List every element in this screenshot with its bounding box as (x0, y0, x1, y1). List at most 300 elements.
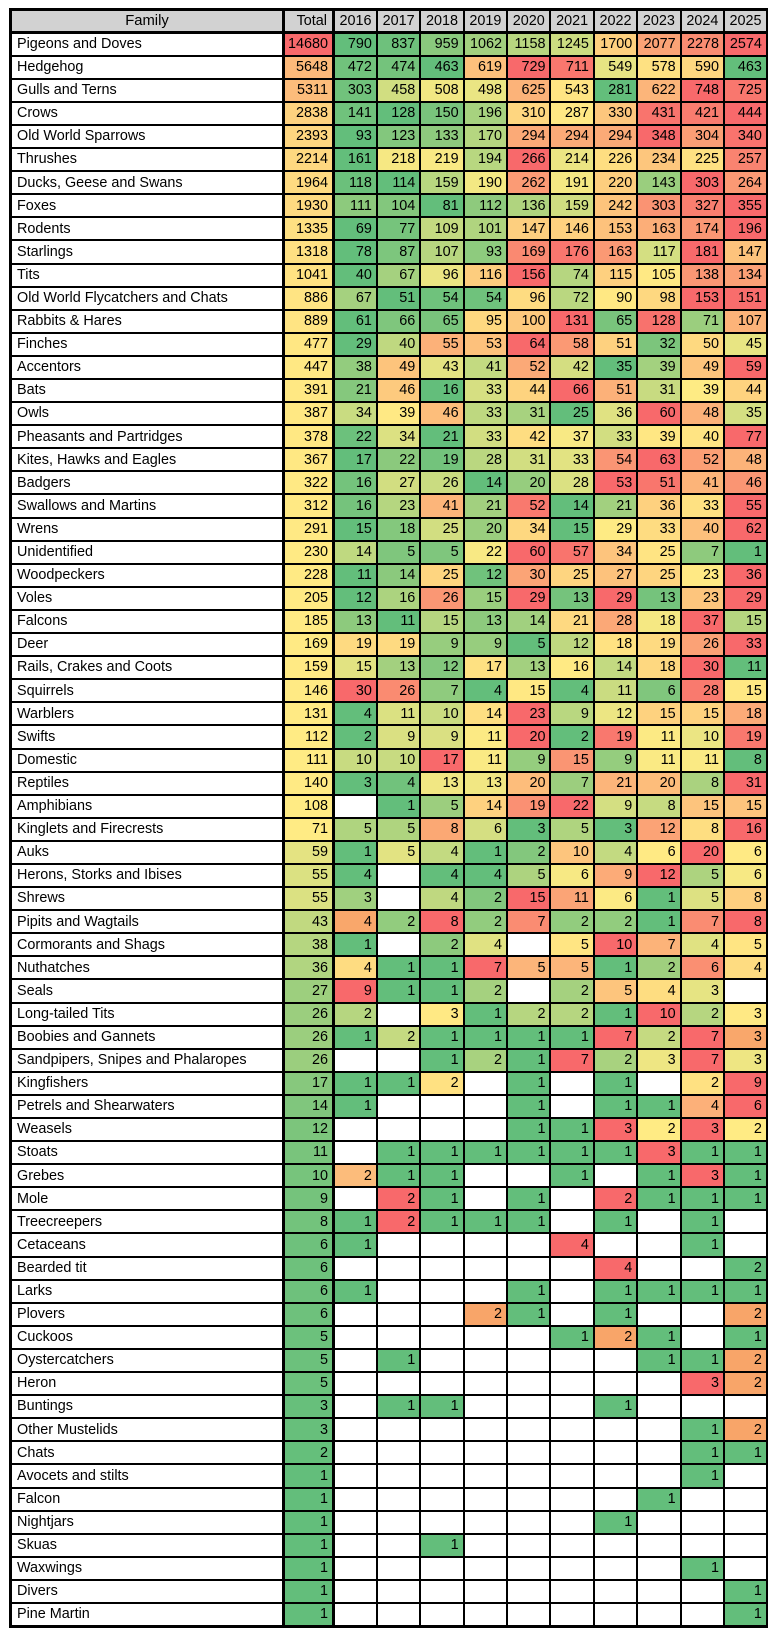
year-cell[interactable]: 21 (420, 425, 463, 448)
family-cell[interactable]: Voles (11, 587, 284, 610)
family-cell[interactable]: Cetaceans (11, 1233, 284, 1256)
year-cell[interactable]: 36 (594, 402, 637, 425)
year-cell[interactable]: 1 (377, 956, 420, 979)
blank-year-cell[interactable] (420, 1326, 463, 1349)
year-cell[interactable]: 34 (594, 541, 637, 564)
year-cell[interactable]: 1 (724, 1141, 767, 1164)
year-cell[interactable]: 131 (550, 310, 593, 333)
blank-year-cell[interactable] (334, 1534, 377, 1557)
year-cell[interactable]: 257 (724, 148, 767, 171)
year-cell[interactable]: 9 (377, 725, 420, 748)
year-cell[interactable]: 1 (594, 1095, 637, 1118)
year-cell[interactable]: 141 (334, 102, 377, 125)
year-cell[interactable]: 32 (637, 333, 680, 356)
year-cell[interactable]: 242 (594, 194, 637, 217)
year-cell[interactable]: 1 (681, 1187, 724, 1210)
year-cell[interactable]: 13 (464, 772, 507, 795)
blank-year-cell[interactable] (420, 1280, 463, 1303)
total-cell[interactable]: 2393 (284, 125, 334, 148)
year-cell[interactable]: 11 (334, 564, 377, 587)
blank-year-cell[interactable] (377, 1233, 420, 1256)
year-cell[interactable]: 31 (637, 379, 680, 402)
year-cell[interactable]: 26 (420, 587, 463, 610)
year-cell[interactable]: 1 (637, 887, 680, 910)
year-cell[interactable]: 23 (681, 587, 724, 610)
year-cell[interactable]: 41 (464, 356, 507, 379)
year-cell[interactable]: 1 (377, 795, 420, 818)
blank-year-cell[interactable] (594, 1372, 637, 1395)
year-cell[interactable]: 1 (681, 1557, 724, 1580)
year-cell[interactable]: 17 (420, 749, 463, 772)
year-cell[interactable]: 11 (724, 656, 767, 679)
year-cell[interactable]: 52 (507, 494, 550, 517)
blank-year-cell[interactable] (550, 1349, 593, 1372)
blank-year-cell[interactable] (420, 1349, 463, 1372)
blank-year-cell[interactable] (334, 795, 377, 818)
year-cell[interactable]: 1 (724, 1187, 767, 1210)
family-cell[interactable]: Accentors (11, 356, 284, 379)
year-cell[interactable]: 66 (550, 379, 593, 402)
year-cell[interactable]: 61 (334, 310, 377, 333)
year-cell[interactable]: 19 (507, 795, 550, 818)
year-cell[interactable]: 1 (464, 1003, 507, 1026)
total-cell[interactable]: 1930 (284, 194, 334, 217)
year-cell[interactable]: 14 (334, 541, 377, 564)
year-cell[interactable]: 46 (420, 402, 463, 425)
year-cell[interactable]: 2 (464, 1303, 507, 1326)
year-cell[interactable]: 15 (334, 518, 377, 541)
family-cell[interactable]: Cuckoos (11, 1326, 284, 1349)
year-cell[interactable]: 10 (550, 841, 593, 864)
year-cell[interactable]: 153 (594, 217, 637, 240)
year-cell[interactable]: 28 (464, 448, 507, 471)
year-cell[interactable]: 421 (681, 102, 724, 125)
family-cell[interactable]: Thrushes (11, 148, 284, 171)
year-cell[interactable]: 170 (464, 125, 507, 148)
year-cell[interactable]: 16 (724, 818, 767, 841)
blank-year-cell[interactable] (681, 1395, 724, 1418)
year-cell[interactable]: 15 (724, 679, 767, 702)
blank-year-cell[interactable] (637, 1534, 680, 1557)
year-cell[interactable]: 71 (681, 310, 724, 333)
year-cell[interactable]: 7 (681, 541, 724, 564)
total-cell[interactable]: 9 (284, 1187, 334, 1210)
year-cell[interactable]: 7 (637, 933, 680, 956)
year-cell[interactable]: 8 (420, 818, 463, 841)
year-cell[interactable]: 15 (420, 610, 463, 633)
family-cell[interactable]: Ducks, Geese and Swans (11, 171, 284, 194)
year-cell[interactable]: 11 (377, 610, 420, 633)
year-cell[interactable]: 2 (594, 1049, 637, 1072)
year-cell[interactable]: 147 (724, 240, 767, 263)
blank-year-cell[interactable] (377, 1326, 420, 1349)
year-cell[interactable]: 9 (464, 633, 507, 656)
year-cell[interactable]: 77 (377, 217, 420, 240)
year-cell[interactable]: 1 (507, 1210, 550, 1233)
year-cell[interactable]: 498 (464, 79, 507, 102)
year-cell[interactable]: 1 (334, 1280, 377, 1303)
year-cell[interactable]: 2 (377, 910, 420, 933)
year-cell[interactable]: 1 (420, 1141, 463, 1164)
column-header-year[interactable]: 2024 (681, 10, 724, 33)
year-cell[interactable]: 43 (420, 356, 463, 379)
year-cell[interactable]: 294 (550, 125, 593, 148)
year-cell[interactable]: 431 (637, 102, 680, 125)
blank-year-cell[interactable] (334, 1257, 377, 1280)
family-cell[interactable]: Rabbits & Hares (11, 310, 284, 333)
year-cell[interactable]: 7 (550, 1049, 593, 1072)
blank-year-cell[interactable] (637, 1257, 680, 1280)
blank-year-cell[interactable] (464, 1326, 507, 1349)
year-cell[interactable]: 45 (724, 333, 767, 356)
year-cell[interactable]: 39 (637, 356, 680, 379)
total-cell[interactable]: 1 (284, 1488, 334, 1511)
year-cell[interactable]: 40 (681, 518, 724, 541)
year-cell[interactable]: 38 (334, 356, 377, 379)
total-cell[interactable]: 6 (284, 1303, 334, 1326)
year-cell[interactable]: 1 (550, 1326, 593, 1349)
year-cell[interactable]: 7 (550, 772, 593, 795)
blank-year-cell[interactable] (420, 1580, 463, 1603)
blank-year-cell[interactable] (637, 1233, 680, 1256)
family-cell[interactable]: Stoats (11, 1141, 284, 1164)
year-cell[interactable]: 1 (464, 1141, 507, 1164)
family-cell[interactable]: Grebes (11, 1164, 284, 1187)
year-cell[interactable]: 30 (334, 679, 377, 702)
year-cell[interactable]: 107 (724, 310, 767, 333)
blank-year-cell[interactable] (334, 1187, 377, 1210)
year-cell[interactable]: 10 (637, 1003, 680, 1026)
year-cell[interactable]: 2 (507, 841, 550, 864)
year-cell[interactable]: 1 (377, 1395, 420, 1418)
family-cell[interactable]: Other Mustelids (11, 1418, 284, 1441)
year-cell[interactable]: 1700 (594, 33, 637, 56)
total-cell[interactable]: 5 (284, 1372, 334, 1395)
year-cell[interactable]: 2 (550, 979, 593, 1002)
year-cell[interactable]: 1 (724, 1280, 767, 1303)
year-cell[interactable]: 18 (724, 702, 767, 725)
year-cell[interactable]: 62 (724, 518, 767, 541)
year-cell[interactable]: 625 (507, 79, 550, 102)
year-cell[interactable]: 3 (724, 1026, 767, 1049)
year-cell[interactable]: 109 (420, 217, 463, 240)
year-cell[interactable]: 26 (420, 471, 463, 494)
total-cell[interactable]: 889 (284, 310, 334, 333)
year-cell[interactable]: 14 (464, 702, 507, 725)
year-cell[interactable]: 159 (420, 171, 463, 194)
year-cell[interactable]: 1 (724, 1580, 767, 1603)
year-cell[interactable]: 1 (420, 1187, 463, 1210)
year-cell[interactable]: 1 (594, 1511, 637, 1534)
blank-year-cell[interactable] (724, 1488, 767, 1511)
year-cell[interactable]: 156 (507, 264, 550, 287)
year-cell[interactable]: 90 (594, 287, 637, 310)
blank-year-cell[interactable] (637, 1395, 680, 1418)
year-cell[interactable]: 191 (550, 171, 593, 194)
year-cell[interactable]: 21 (550, 610, 593, 633)
total-cell[interactable]: 447 (284, 356, 334, 379)
year-cell[interactable]: 196 (724, 217, 767, 240)
total-cell[interactable]: 140 (284, 772, 334, 795)
total-cell[interactable]: 112 (284, 725, 334, 748)
total-cell[interactable]: 228 (284, 564, 334, 587)
total-cell[interactable]: 2 (284, 1441, 334, 1464)
family-cell[interactable]: Oystercatchers (11, 1349, 284, 1372)
year-cell[interactable]: 60 (507, 541, 550, 564)
blank-year-cell[interactable] (507, 1233, 550, 1256)
year-cell[interactable]: 748 (681, 79, 724, 102)
blank-year-cell[interactable] (420, 1418, 463, 1441)
blank-year-cell[interactable] (550, 1511, 593, 1534)
blank-year-cell[interactable] (507, 1464, 550, 1487)
year-cell[interactable]: 837 (377, 33, 420, 56)
year-cell[interactable]: 25 (637, 564, 680, 587)
year-cell[interactable]: 15 (550, 749, 593, 772)
year-cell[interactable]: 1 (681, 1441, 724, 1464)
year-cell[interactable]: 67 (334, 287, 377, 310)
year-cell[interactable]: 49 (377, 356, 420, 379)
family-cell[interactable]: Amphibians (11, 795, 284, 818)
blank-year-cell[interactable] (550, 1418, 593, 1441)
year-cell[interactable]: 63 (637, 448, 680, 471)
family-cell[interactable]: Waxwings (11, 1557, 284, 1580)
year-cell[interactable]: 151 (724, 287, 767, 310)
year-cell[interactable]: 5 (550, 933, 593, 956)
year-cell[interactable]: 114 (377, 171, 420, 194)
year-cell[interactable]: 5 (377, 541, 420, 564)
year-cell[interactable]: 2 (507, 1003, 550, 1026)
year-cell[interactable]: 1 (334, 841, 377, 864)
year-cell[interactable]: 1 (507, 1280, 550, 1303)
year-cell[interactable]: 9 (594, 864, 637, 887)
blank-year-cell[interactable] (594, 1557, 637, 1580)
year-cell[interactable]: 5 (334, 818, 377, 841)
year-cell[interactable]: 116 (464, 264, 507, 287)
year-cell[interactable]: 19 (594, 725, 637, 748)
total-cell[interactable]: 14 (284, 1095, 334, 1118)
year-cell[interactable]: 4 (550, 679, 593, 702)
year-cell[interactable]: 1 (550, 1026, 593, 1049)
total-cell[interactable]: 159 (284, 656, 334, 679)
blank-year-cell[interactable] (464, 1233, 507, 1256)
year-cell[interactable]: 9 (334, 979, 377, 1002)
year-cell[interactable]: 19 (724, 725, 767, 748)
year-cell[interactable]: 6 (724, 1095, 767, 1118)
total-cell[interactable]: 230 (284, 541, 334, 564)
year-cell[interactable]: 11 (594, 679, 637, 702)
blank-year-cell[interactable] (724, 1233, 767, 1256)
blank-year-cell[interactable] (550, 1257, 593, 1280)
year-cell[interactable]: 2 (420, 933, 463, 956)
year-cell[interactable]: 1 (724, 541, 767, 564)
year-cell[interactable]: 310 (507, 102, 550, 125)
year-cell[interactable]: 49 (681, 356, 724, 379)
blank-year-cell[interactable] (377, 1603, 420, 1626)
year-cell[interactable]: 1 (724, 1326, 767, 1349)
family-cell[interactable]: Kingfishers (11, 1072, 284, 1095)
total-cell[interactable]: 205 (284, 587, 334, 610)
blank-year-cell[interactable] (464, 1118, 507, 1141)
year-cell[interactable]: 18 (637, 656, 680, 679)
year-cell[interactable]: 128 (637, 310, 680, 333)
year-cell[interactable]: 31 (507, 402, 550, 425)
year-cell[interactable]: 1 (420, 1395, 463, 1418)
year-cell[interactable]: 11 (637, 749, 680, 772)
year-cell[interactable]: 790 (334, 33, 377, 56)
blank-year-cell[interactable] (724, 1534, 767, 1557)
family-cell[interactable]: Old World Flycatchers and Chats (11, 287, 284, 310)
year-cell[interactable]: 6 (550, 864, 593, 887)
year-cell[interactable]: 9 (594, 749, 637, 772)
year-cell[interactable]: 39 (377, 402, 420, 425)
total-cell[interactable]: 1318 (284, 240, 334, 263)
year-cell[interactable]: 174 (681, 217, 724, 240)
year-cell[interactable]: 458 (377, 79, 420, 102)
year-cell[interactable]: 219 (420, 148, 463, 171)
year-cell[interactable]: 2 (550, 1003, 593, 1026)
year-cell[interactable]: 64 (507, 333, 550, 356)
total-cell[interactable]: 26 (284, 1026, 334, 1049)
blank-year-cell[interactable] (464, 1441, 507, 1464)
year-cell[interactable]: 1 (681, 1141, 724, 1164)
year-cell[interactable]: 2 (724, 1349, 767, 1372)
year-cell[interactable]: 15 (681, 795, 724, 818)
year-cell[interactable]: 1 (681, 1349, 724, 1372)
year-cell[interactable]: 303 (334, 79, 377, 102)
blank-year-cell[interactable] (507, 1418, 550, 1441)
year-cell[interactable]: 15 (681, 702, 724, 725)
year-cell[interactable]: 327 (681, 194, 724, 217)
year-cell[interactable]: 14 (464, 795, 507, 818)
year-cell[interactable]: 98 (637, 287, 680, 310)
year-cell[interactable]: 2 (594, 1187, 637, 1210)
total-cell[interactable]: 14680 (284, 33, 334, 56)
total-cell[interactable]: 12 (284, 1118, 334, 1141)
year-cell[interactable]: 17 (334, 448, 377, 471)
year-cell[interactable]: 96 (420, 264, 463, 287)
year-cell[interactable]: 1 (334, 1095, 377, 1118)
blank-year-cell[interactable] (420, 1233, 463, 1256)
total-cell[interactable]: 8 (284, 1210, 334, 1233)
year-cell[interactable]: 959 (420, 33, 463, 56)
year-cell[interactable]: 2278 (681, 33, 724, 56)
total-cell[interactable]: 1 (284, 1511, 334, 1534)
year-cell[interactable]: 163 (637, 217, 680, 240)
blank-year-cell[interactable] (594, 1349, 637, 1372)
year-cell[interactable]: 590 (681, 56, 724, 79)
blank-year-cell[interactable] (507, 1534, 550, 1557)
year-cell[interactable]: 16 (550, 656, 593, 679)
year-cell[interactable]: 2 (637, 1026, 680, 1049)
family-cell[interactable]: Owls (11, 402, 284, 425)
year-cell[interactable]: 196 (464, 102, 507, 125)
blank-year-cell[interactable] (464, 1534, 507, 1557)
year-cell[interactable]: 15 (724, 795, 767, 818)
year-cell[interactable]: 14 (594, 656, 637, 679)
year-cell[interactable]: 11 (550, 887, 593, 910)
year-cell[interactable]: 5 (681, 887, 724, 910)
year-cell[interactable]: 9 (724, 1072, 767, 1095)
total-cell[interactable]: 322 (284, 471, 334, 494)
year-cell[interactable]: 15 (507, 887, 550, 910)
year-cell[interactable]: 9 (594, 795, 637, 818)
year-cell[interactable]: 112 (464, 194, 507, 217)
year-cell[interactable]: 77 (724, 425, 767, 448)
year-cell[interactable]: 1158 (507, 33, 550, 56)
family-cell[interactable]: Squirrels (11, 679, 284, 702)
total-cell[interactable]: 5648 (284, 56, 334, 79)
year-cell[interactable]: 25 (637, 541, 680, 564)
total-cell[interactable]: 10 (284, 1164, 334, 1187)
year-cell[interactable]: 2 (637, 956, 680, 979)
year-cell[interactable]: 1 (420, 1534, 463, 1557)
blank-year-cell[interactable] (637, 1441, 680, 1464)
year-cell[interactable]: 2 (681, 1003, 724, 1026)
year-cell[interactable]: 41 (681, 471, 724, 494)
total-cell[interactable]: 1041 (284, 264, 334, 287)
year-cell[interactable]: 40 (681, 425, 724, 448)
year-cell[interactable]: 2 (334, 1164, 377, 1187)
blank-year-cell[interactable] (334, 1049, 377, 1072)
blank-year-cell[interactable] (507, 1580, 550, 1603)
year-cell[interactable]: 57 (550, 541, 593, 564)
year-cell[interactable]: 2 (334, 1003, 377, 1026)
blank-year-cell[interactable] (420, 1488, 463, 1511)
year-cell[interactable]: 7 (420, 679, 463, 702)
year-cell[interactable]: 15 (464, 587, 507, 610)
year-cell[interactable]: 3 (594, 1118, 637, 1141)
year-cell[interactable]: 5 (507, 956, 550, 979)
year-cell[interactable]: 4 (334, 702, 377, 725)
blank-year-cell[interactable] (377, 1049, 420, 1072)
blank-year-cell[interactable] (594, 1233, 637, 1256)
year-cell[interactable]: 340 (724, 125, 767, 148)
year-cell[interactable]: 10 (594, 933, 637, 956)
year-cell[interactable]: 1 (377, 979, 420, 1002)
year-cell[interactable]: 26 (681, 633, 724, 656)
year-cell[interactable]: 1 (637, 1488, 680, 1511)
year-cell[interactable]: 93 (464, 240, 507, 263)
year-cell[interactable]: 1 (334, 1072, 377, 1095)
year-cell[interactable]: 14 (550, 494, 593, 517)
family-cell[interactable]: Badgers (11, 471, 284, 494)
year-cell[interactable]: 13 (550, 587, 593, 610)
total-cell[interactable]: 2838 (284, 102, 334, 125)
year-cell[interactable]: 1 (637, 1187, 680, 1210)
year-cell[interactable]: 23 (507, 702, 550, 725)
blank-year-cell[interactable] (377, 1003, 420, 1026)
column-header-year[interactable]: 2025 (724, 10, 767, 33)
year-cell[interactable]: 1 (334, 933, 377, 956)
blank-year-cell[interactable] (637, 1303, 680, 1326)
blank-year-cell[interactable] (464, 1580, 507, 1603)
year-cell[interactable]: 161 (334, 148, 377, 171)
blank-year-cell[interactable] (724, 1557, 767, 1580)
blank-year-cell[interactable] (681, 1257, 724, 1280)
year-cell[interactable]: 7 (464, 956, 507, 979)
blank-year-cell[interactable] (550, 1603, 593, 1626)
total-cell[interactable]: 1 (284, 1557, 334, 1580)
year-cell[interactable]: 33 (550, 448, 593, 471)
year-cell[interactable]: 31 (507, 448, 550, 471)
blank-year-cell[interactable] (420, 1095, 463, 1118)
year-cell[interactable]: 11 (637, 725, 680, 748)
blank-year-cell[interactable] (550, 1557, 593, 1580)
year-cell[interactable]: 2 (724, 1303, 767, 1326)
year-cell[interactable]: 266 (507, 148, 550, 171)
year-cell[interactable]: 9 (550, 702, 593, 725)
blank-year-cell[interactable] (681, 1326, 724, 1349)
